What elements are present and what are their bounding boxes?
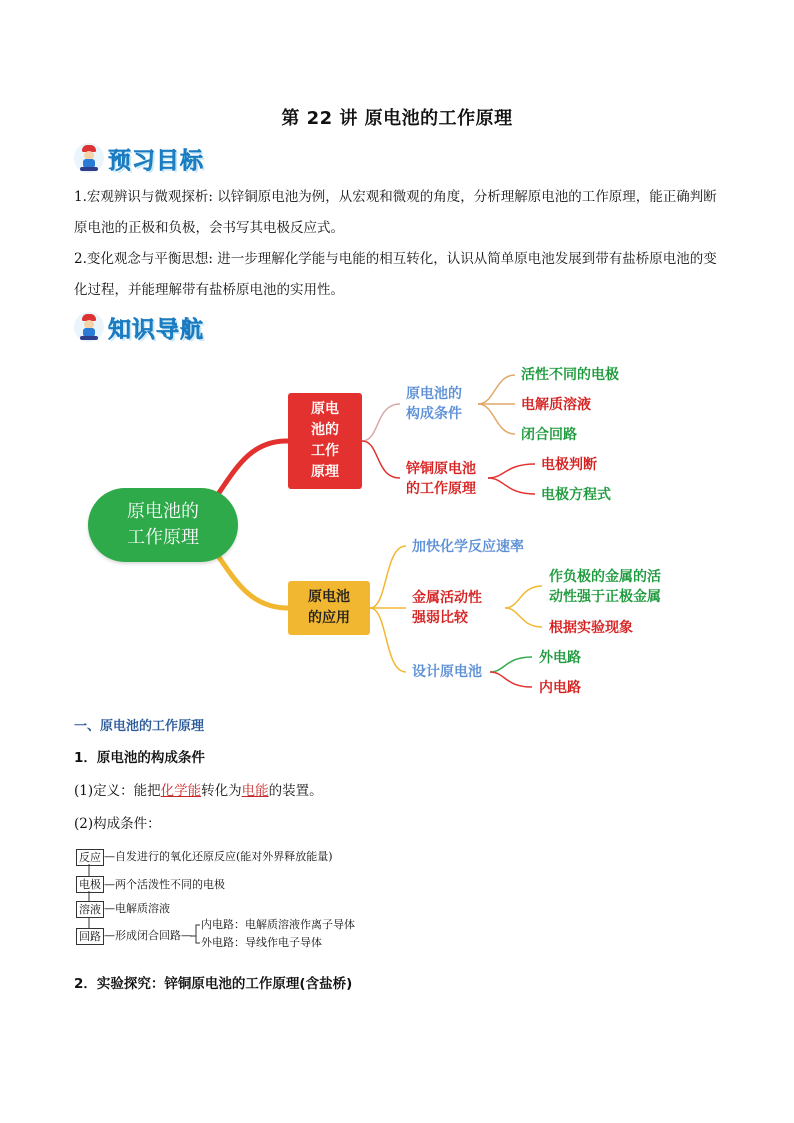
mindmap-leaf-external-circuit: 外电路 [539, 650, 581, 666]
diagram-text-inner-circuit: 内电路：电解质溶液作离子导体 [201, 918, 355, 931]
mindmap-leaf-closed-circuit: 闭合回路 [521, 427, 577, 443]
diagram-text-outer-circuit: 外电路：导线作电子导体 [201, 936, 322, 949]
mindmap-branch-principle-label: 原电 池的 工作 原理 [311, 401, 339, 480]
diagram-box-solution: 溶液 [76, 901, 104, 918]
diagram-text-circuit: —形成闭合回路— [104, 929, 192, 942]
mindmap-design-cell: 设计原电池 [412, 664, 482, 680]
diagram-box-electrode: 电极 [76, 876, 104, 893]
diagram-text-solution: —电解质溶液 [104, 902, 170, 915]
diagram-text-electrode: —两个活泼性不同的电极 [104, 878, 225, 891]
student-running-icon [74, 312, 104, 342]
mindmap-leaf-internal-circuit: 内电路 [539, 680, 581, 696]
diagram-text-reaction: —自发进行的氧化还原反应(能对外界释放能量) [104, 850, 333, 863]
mindmap-root-label: 原电池的 工作原理 [127, 501, 199, 548]
preview-heading [74, 141, 204, 175]
mindmap-leaf-electrodes: 活性不同的电极 [521, 367, 619, 383]
diagram-box-circuit: 回路 [76, 928, 104, 945]
mindmap-branch-principle [288, 393, 362, 489]
mindmap-zn-cu-principle: 锌铜原电池 的工作原理 [406, 461, 476, 497]
mindmap-leaf-electrolyte: 电解质溶液 [521, 397, 591, 413]
definition-chemical-energy: 化学能 [160, 783, 202, 799]
nav-heading-text: 知识导航 [108, 316, 204, 343]
mindmap-speed-up-reaction: 加快化学反应速率 [412, 539, 524, 555]
definition-line [74, 779, 323, 799]
section1-sub1: 1．原电池的构成条件 [74, 750, 205, 766]
section1-sub2: 2．实验探究：锌铜原电池的工作原理(含盐桥) [74, 976, 353, 992]
section1-heading: 一、原电池的工作原理 [74, 719, 205, 734]
mindmap-branch-application [288, 581, 370, 635]
nav-heading [74, 310, 204, 344]
mindmap-leaf-electrode-judgement: 电极判断 [541, 457, 597, 473]
preview-item-1: 1.宏观辨识与微观探析: 以锌铜原电池为例，从宏观和微观的角度，分析理解原电池的工作原理，能正确判断原电池的正极和负极，会书写其电极反应式。 [74, 189, 717, 236]
page-title: 第 22 讲 原电池的工作原理 [281, 108, 513, 129]
preview-item-2: 2.变化观念与平衡思想: 进一步理解化学能与电能的相互转化，认识从简单原电池发展到带有盐桥原电池的变化过程，并能理解带有盐桥原电池的实用性。 [74, 251, 717, 298]
student-running-icon [74, 143, 104, 173]
definition-electric-energy: 电能 [241, 783, 269, 799]
mindmap-branch-application-label: 原电池 的应用 [308, 589, 350, 626]
definition-suffix: 的装置。 [268, 783, 323, 799]
definition-prefix: (1)定义：能把 [74, 783, 161, 799]
diagram-box-reaction: 反应 [76, 849, 104, 866]
mindmap-leaf-electrode-equation: 电极方程式 [541, 487, 611, 503]
definition-mid: 转化为 [201, 783, 242, 799]
mindmap-leaf-negative-metal: 作负极的金属的活 动性强于正极金属 [549, 569, 661, 605]
conditions-label: (2)构成条件： [74, 816, 161, 832]
mindmap-composition-conditions: 原电池的 构成条件 [406, 386, 462, 422]
mindmap-root [88, 488, 238, 562]
preview-heading-text: 预习目标 [108, 147, 204, 174]
mindmap-leaf-experiment: 根据实验现象 [549, 620, 633, 636]
mindmap-metal-activity: 金属活动性 强弱比较 [412, 590, 482, 626]
